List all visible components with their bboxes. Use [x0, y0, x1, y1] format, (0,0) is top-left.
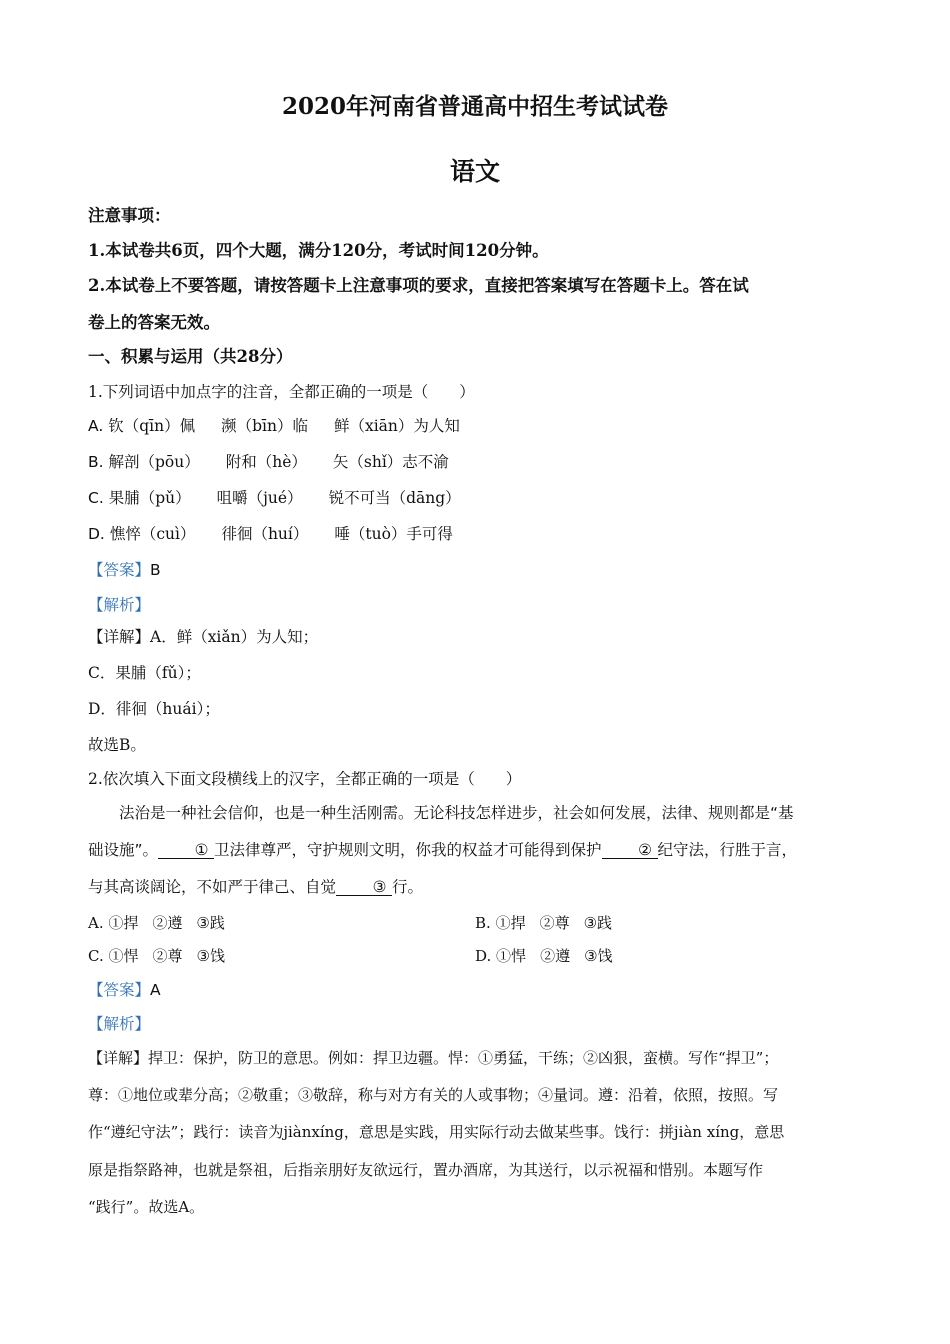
- option-letter: C.: [88, 489, 104, 507]
- option-value: ②尊: [152, 947, 183, 965]
- q2-analysis-tag: 【解析】: [88, 1015, 151, 1033]
- option-letter: A.: [88, 417, 104, 435]
- notice-item-2-line-1: 2.本试卷上不要答题，请按答题卡上注意事项的要求，直接把答案填写在答题卡上。答在试: [88, 276, 749, 295]
- q2-option-a: [88, 912, 225, 934]
- option-value: ②尊: [539, 914, 570, 932]
- passage-text: 卫法律尊严，守护规则文明，你我的权益才可能得到保护: [214, 841, 602, 859]
- q1-conclusion: 故选B。: [88, 736, 146, 754]
- option-letter: D.: [475, 947, 492, 965]
- q1-answer: [88, 559, 161, 581]
- notice-item-2-line-2: 卷上的答案无效。: [88, 313, 220, 332]
- option-word: 徘徊（huí）: [221, 525, 309, 543]
- option-word: 咀嚼（jué）: [216, 489, 303, 507]
- q2-option-b: [475, 912, 612, 934]
- q1-detail-1: 【详解】A．鲜（xiǎn）为人知；: [88, 628, 319, 646]
- q2-detail-line: 作“遵纪守法”；践行：读音为jiànxíng，意思是实践，用实际行动去做某些事。饯行：拼jiàn xíng，意思: [88, 1123, 785, 1141]
- option-value: ①悍: [496, 947, 527, 965]
- option-letter: B.: [475, 914, 491, 932]
- q1-option-a: [88, 415, 460, 437]
- option-value: ③饯: [584, 947, 613, 965]
- blank-1: ①: [158, 842, 214, 859]
- answer-tag: 【答案】: [88, 981, 151, 999]
- passage-text: 纪守法，行胜于言，: [657, 841, 798, 859]
- option-value: ③践: [196, 914, 225, 932]
- q1-option-d: [88, 523, 453, 545]
- q2-passage: [88, 795, 873, 906]
- answer-value: B: [150, 561, 161, 579]
- answer-tag: 【答案】: [88, 561, 151, 579]
- q2-stem: 2.依次填入下面文段横线上的汉字，全都正确的一项是（ ）: [88, 770, 522, 788]
- option-word: 鲜（xiān）为人知: [333, 417, 460, 435]
- option-letter: C.: [88, 947, 104, 965]
- passage-text: 础设施”。: [88, 841, 159, 859]
- option-value: ①捍: [495, 914, 526, 932]
- option-value: ③饯: [196, 947, 225, 965]
- option-value: ②遵: [540, 947, 571, 965]
- passage-text: 与其高谈阔论，不如严于律己、自觉: [88, 878, 337, 896]
- option-word: 憔悴（cuì）: [109, 525, 196, 543]
- option-word: 锐不可当（dāng）: [328, 489, 461, 507]
- option-word: 果脯（pǔ）: [108, 489, 191, 507]
- blank-3: ③: [336, 879, 392, 896]
- notice-heading: 注意事项：: [88, 206, 171, 225]
- q2-detail-line: 【详解】捍卫：保护，防卫的意思。例如：捍卫边疆。悍：①勇猛，干练；②凶狠，蛮横。写作“捍卫”；: [88, 1049, 779, 1067]
- subject-title: 语文: [449, 157, 500, 186]
- q1-analysis-tag: 【解析】: [88, 596, 151, 614]
- passage-text: 行。: [392, 878, 424, 896]
- option-letter: B.: [88, 453, 104, 471]
- q1-option-b: [88, 451, 449, 473]
- section-heading: 一、积累与运用（共28分）: [88, 347, 293, 366]
- option-value: ①捍: [108, 914, 139, 932]
- q2-answer: [88, 979, 161, 1001]
- option-value: ①悍: [108, 947, 139, 965]
- option-word: 附和（hè）: [225, 453, 307, 471]
- option-word: 濒（bīn）临: [221, 417, 308, 435]
- exam-title: 2020年河南省普通高中招生考试试卷: [281, 93, 668, 120]
- option-word: 矢（shǐ）志不渝: [332, 453, 449, 471]
- passage-line-1: 法治是一种社会信仰，也是一种生活刚需。无论科技怎样进步，社会如何发展，法律、规则都是“基: [119, 804, 794, 822]
- q2-detail-line: 尊：①地位或辈分高；②敬重；③敬辞，称与对方有关的人或事物；④量词。遵：沿着，依照，按照。写: [88, 1086, 779, 1104]
- option-letter: A.: [88, 914, 104, 932]
- answer-value: A: [150, 981, 161, 999]
- q2-detail-line: 原是指祭路神，也就是祭祖，后指亲朋好友欲远行，置办酒席，为其送行，以示祝福和惜别。本题写作: [88, 1161, 764, 1179]
- q2-option-c: [88, 945, 225, 967]
- option-value: ③践: [583, 914, 613, 932]
- q2-detail-line: “践行”。故选A。: [88, 1198, 205, 1216]
- q1-detail-3: D．徘徊（huái）；: [88, 700, 220, 718]
- option-word: 解剖（pōu）: [108, 453, 200, 471]
- option-word: 唾（tuò）手可得: [334, 525, 453, 543]
- q1-option-c: [88, 487, 461, 509]
- blank-2: ②: [602, 842, 658, 859]
- option-word: 钦（qīn）佩: [108, 417, 196, 435]
- q2-option-d: [475, 945, 613, 967]
- option-value: ②遵: [152, 914, 183, 932]
- option-letter: D.: [88, 525, 105, 543]
- q1-stem: 1.下列词语中加点字的注音，全都正确的一项是（ ）: [88, 383, 475, 401]
- notice-item-1: 1.本试卷共6页，四个大题，满分120分，考试时间120分钟。: [88, 241, 549, 260]
- q1-detail-2: C．果脯（fǔ）；: [88, 664, 201, 682]
